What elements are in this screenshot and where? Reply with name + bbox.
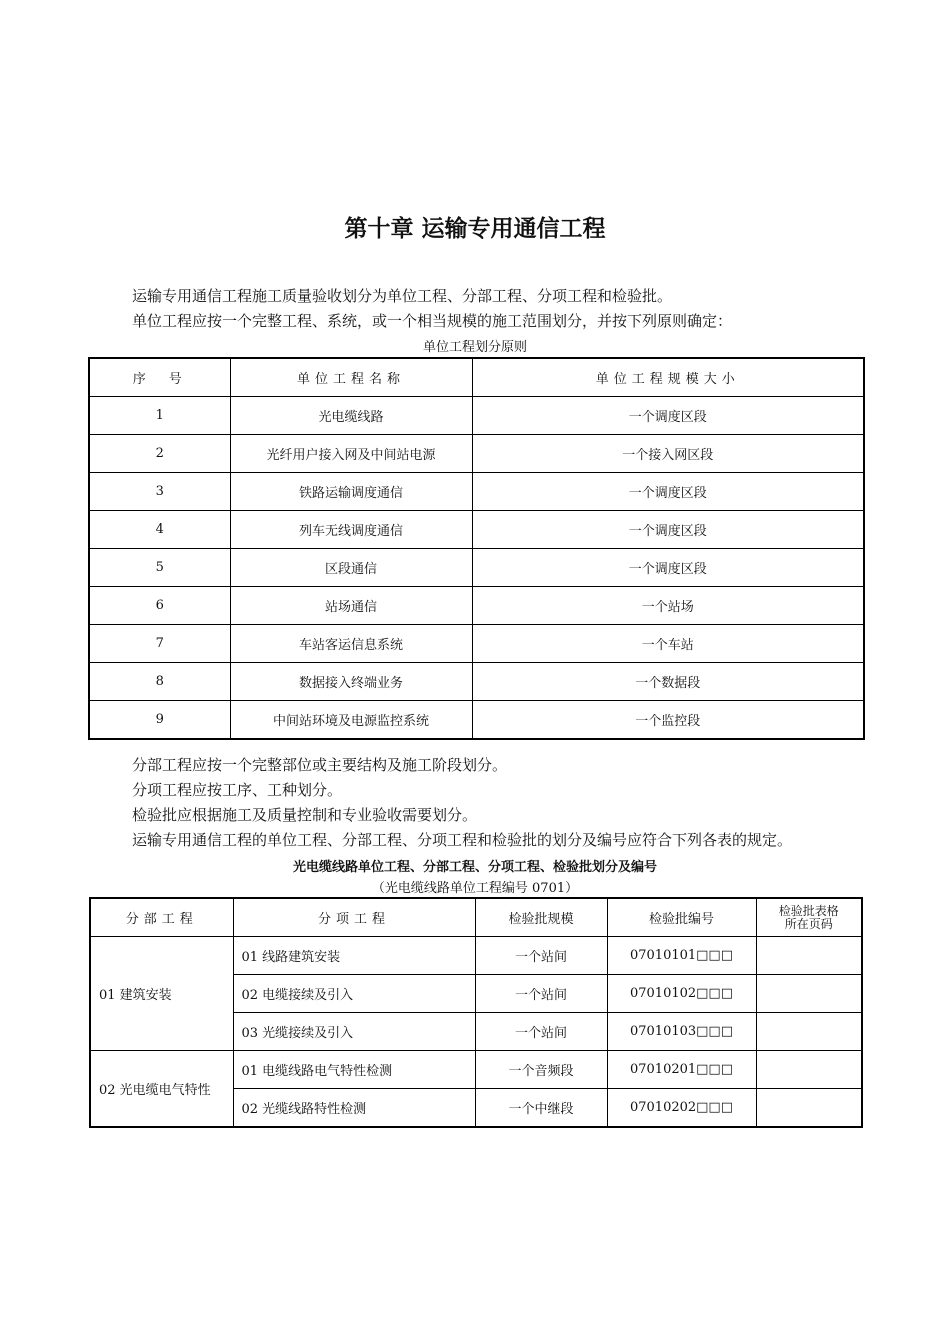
table-row — [89, 473, 864, 511]
cell-form-page — [756, 937, 862, 975]
cell-batch-scale: 一个站间 — [475, 937, 607, 975]
cell-subdivision: 03 光缆接续及引入 — [233, 1013, 475, 1051]
cell-form-page — [756, 1051, 862, 1089]
cell-unit-name: 铁路运输调度通信 — [230, 473, 472, 511]
division-numbering-table — [89, 897, 863, 1128]
table-row — [89, 549, 864, 587]
intro-paragraph-2: 单位工程应按一个完整工程、系统，或一个相当规模的施工范围划分，并按下列原则确定： — [132, 312, 733, 330]
header-division: 分部工程 — [90, 898, 233, 937]
middle-paragraph-4: 运输专用通信工程的单位工程、分部工程、分项工程和检验批的划分及编号应符合下列各表的规定。 — [132, 831, 793, 849]
cell-batch-scale: 一个站间 — [475, 1013, 607, 1051]
table1-caption: 单位工程划分原则 — [422, 340, 527, 355]
cell-unit-name: 数据接入终端业务 — [230, 663, 472, 701]
cell-seq: 3 — [89, 473, 230, 511]
header-form-line1: 检验批表格 — [778, 903, 839, 918]
header-unit-name: 单位工程名称 — [230, 358, 472, 397]
cell-unit-scale: 一个监控段 — [472, 701, 864, 740]
table-header-row — [90, 898, 862, 937]
table1-body — [89, 397, 864, 740]
header-form-page — [756, 898, 862, 937]
cell-batch-number: 07010201□□□ — [607, 1051, 756, 1089]
table-row — [89, 663, 864, 701]
cell-batch-scale: 一个中继段 — [475, 1089, 607, 1128]
table-row — [89, 435, 864, 473]
cell-unit-name: 区段通信 — [230, 549, 472, 587]
cell-unit-name: 站场通信 — [230, 587, 472, 625]
table-row — [89, 701, 864, 740]
header-seq: 序 号 — [89, 358, 230, 397]
cell-unit-name: 光纤用户接入网及中间站电源 — [230, 435, 472, 473]
cell-unit-scale: 一个数据段 — [472, 663, 864, 701]
cell-subdivision: 02 光缆线路特性检测 — [233, 1089, 475, 1128]
table-row — [89, 625, 864, 663]
cell-unit-scale: 一个站场 — [472, 587, 864, 625]
cell-unit-name: 光电缆线路 — [230, 397, 472, 435]
header-unit-scale: 单位工程规模大小 — [472, 358, 864, 397]
cell-batch-number: 07010202□□□ — [607, 1089, 756, 1128]
cell-batch-number: 07010102□□□ — [607, 975, 756, 1013]
cell-seq: 8 — [89, 663, 230, 701]
cell-seq: 5 — [89, 549, 230, 587]
cell-subdivision: 02 电缆接续及引入 — [233, 975, 475, 1013]
table2-subcaption: （光电缆线路单位工程编号 0701） — [371, 881, 579, 896]
cell-batch-number: 07010101□□□ — [607, 937, 756, 975]
middle-paragraph-3: 检验批应根据施工及质量控制和专业验收需要划分。 — [132, 806, 478, 824]
cell-subdivision: 01 线路建筑安装 — [233, 937, 475, 975]
cell-unit-name: 列车无线调度通信 — [230, 511, 472, 549]
middle-paragraph-2: 分项工程应按工序、工种划分。 — [132, 781, 343, 799]
table-row — [89, 587, 864, 625]
header-subdivision: 分项工程 — [233, 898, 475, 937]
cell-seq: 2 — [89, 435, 230, 473]
cell-seq: 6 — [89, 587, 230, 625]
cell-unit-scale: 一个调度区段 — [472, 549, 864, 587]
table2-body — [90, 937, 862, 1128]
cell-unit-scale: 一个调度区段 — [472, 473, 864, 511]
table-row — [89, 397, 864, 435]
table-header-row — [89, 358, 864, 397]
cell-unit-scale: 一个车站 — [472, 625, 864, 663]
cell-form-page — [756, 1089, 862, 1128]
cell-batch-scale: 一个音频段 — [475, 1051, 607, 1089]
cell-division: 02 光电缆电气特性 — [90, 1051, 233, 1128]
table-row — [90, 937, 862, 975]
cell-form-page — [756, 1013, 862, 1051]
middle-paragraph-1: 分部工程应按一个完整部位或主要结构及施工阶段划分。 — [132, 756, 508, 774]
cell-seq: 9 — [89, 701, 230, 740]
header-form-line2: 所在页码 — [784, 916, 833, 931]
table2-caption: 光电缆线路单位工程、分部工程、分项工程、检验批划分及编号 — [292, 860, 657, 875]
table-row — [89, 511, 864, 549]
cell-unit-name: 中间站环境及电源监控系统 — [230, 701, 472, 740]
cell-unit-scale: 一个调度区段 — [472, 511, 864, 549]
table-row — [90, 1051, 862, 1089]
cell-unit-scale: 一个接入网区段 — [472, 435, 864, 473]
cell-batch-number: 07010103□□□ — [607, 1013, 756, 1051]
cell-seq: 1 — [89, 397, 230, 435]
cell-seq: 7 — [89, 625, 230, 663]
cell-subdivision: 01 电缆线路电气特性检测 — [233, 1051, 475, 1089]
cell-unit-name: 车站客运信息系统 — [230, 625, 472, 663]
intro-paragraph-1: 运输专用通信工程施工质量验收划分为单位工程、分部工程、分项工程和检验批。 — [132, 287, 673, 305]
chapter-title: 第十章 运输专用通信工程 — [344, 216, 606, 242]
cell-batch-scale: 一个站间 — [475, 975, 607, 1013]
header-batch-number: 检验批编号 — [607, 898, 756, 937]
header-batch-scale: 检验批规模 — [475, 898, 607, 937]
cell-seq: 4 — [89, 511, 230, 549]
cell-division: 01 建筑安装 — [90, 937, 233, 1051]
unit-division-table — [88, 357, 865, 740]
cell-unit-scale: 一个调度区段 — [472, 397, 864, 435]
cell-form-page — [756, 975, 862, 1013]
